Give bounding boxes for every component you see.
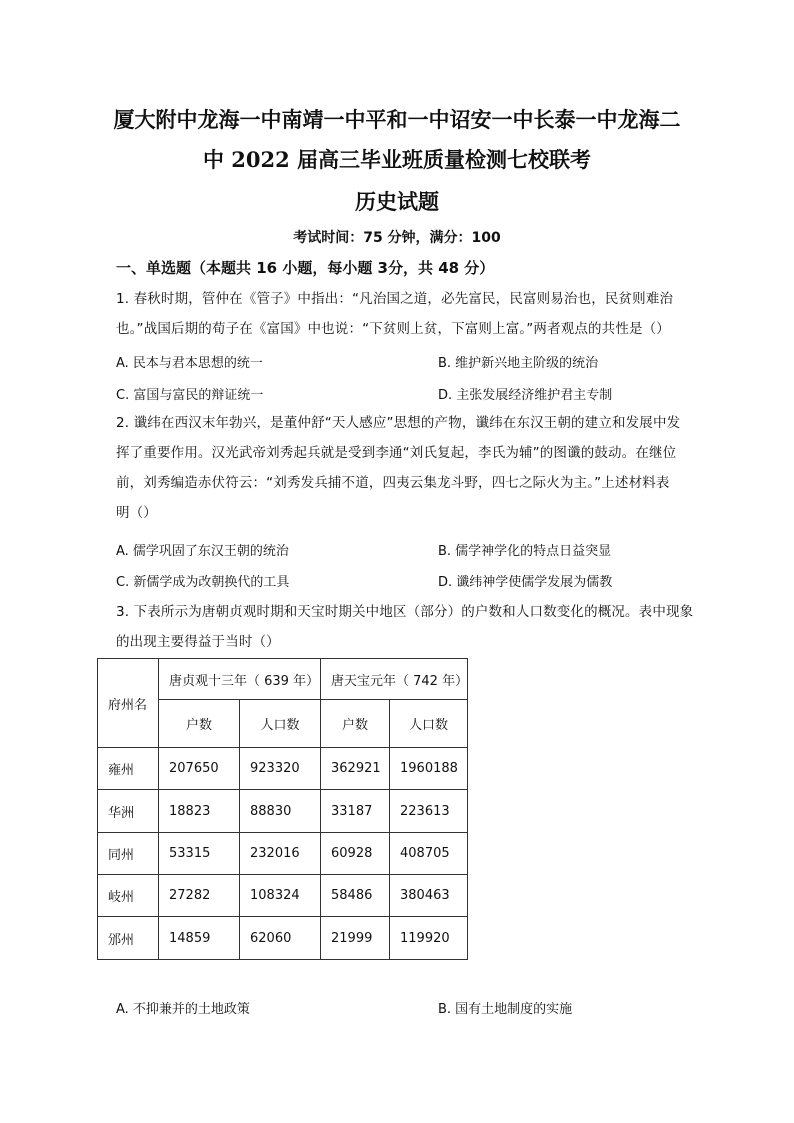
question-1-option-a: A. 民本与君本思想的统一 <box>116 356 263 371</box>
table-cell: 88830 <box>240 790 321 833</box>
question-2-line-4: 明（） <box>116 505 157 521</box>
question-3-option-a: A. 不抑兼并的土地政策 <box>116 1002 250 1017</box>
table-cell-prefecture: 邠州 <box>98 917 159 960</box>
table-cell: 1960188 <box>390 748 468 790</box>
table-cell: 62060 <box>240 917 321 960</box>
question-1-line-2: 也。”战国后期的荀子在《富国》中也说：“下贫则上贫，下富则上富。”两者观点的共性是（） <box>116 321 670 337</box>
question-2-option-d: D. 谶纬神学使儒学发展为儒教 <box>438 575 613 590</box>
table-subheader-population: 人口数 <box>240 700 321 748</box>
question-2-option-b: B. 儒学神学化的特点日益突显 <box>438 544 612 559</box>
table-cell: 53315 <box>159 833 240 875</box>
question-2 <box>116 408 706 528</box>
table-subheader-households: 户数 <box>321 700 390 748</box>
question-3-line-1: 3. 下表所示为唐朝贞观时期和天宝时期关中地区（部分）的户数和人口数变化的概况。表中现象 <box>116 604 694 620</box>
table-row <box>98 875 468 917</box>
table-cell-prefecture: 同州 <box>98 833 159 875</box>
population-table <box>97 658 468 960</box>
table-subheader-households: 户数 <box>159 700 240 748</box>
table-cell: 58486 <box>321 875 390 917</box>
question-2-line-2: 挥了重要作用。汉光武帝刘秀起兵就是受到李通“刘氏复起，李氏为辅”的图谶的鼓动。在继位 <box>116 445 677 461</box>
table-cell-prefecture: 岐州 <box>98 875 159 917</box>
table-cell-prefecture: 雍州 <box>98 748 159 790</box>
table-row <box>98 917 468 960</box>
table-cell: 923320 <box>240 748 321 790</box>
table-cell: 380463 <box>390 875 468 917</box>
section-heading: 一、单选题（本题共 16 小题，每小题 3分，共 48 分） <box>116 259 495 277</box>
table-cell: 60928 <box>321 833 390 875</box>
table-cell: 362921 <box>321 748 390 790</box>
table-cell: 223613 <box>390 790 468 833</box>
table-cell-prefecture: 华洲 <box>98 790 159 833</box>
table-cell: 14859 <box>159 917 240 960</box>
subject-title: 历史试题 <box>355 189 439 214</box>
table-cell: 21999 <box>321 917 390 960</box>
table-cell: 27282 <box>159 875 240 917</box>
question-2-option-a: A. 儒学巩固了东汉王朝的统治 <box>116 544 289 559</box>
exam-title-line-1: 厦大附中龙海一中南靖一中平和一中诏安一中长泰一中龙海二 <box>113 107 681 132</box>
question-1-option-b: B. 维护新兴地主阶级的统治 <box>438 356 599 371</box>
table-cell: 33187 <box>321 790 390 833</box>
table-cell: 207650 <box>159 748 240 790</box>
table-row <box>98 833 468 875</box>
table-cell: 108324 <box>240 875 321 917</box>
question-1-option-c: C. 富国与富民的辩证统一 <box>116 388 264 403</box>
question-3 <box>116 597 706 657</box>
table-row <box>98 748 468 790</box>
table-cell: 232016 <box>240 833 321 875</box>
table-cell: 18823 <box>159 790 240 833</box>
question-1 <box>116 284 706 344</box>
table-row <box>98 790 468 833</box>
table-period-1-header: 唐贞观十三年（ 639 年） <box>159 659 321 700</box>
table-corner-cell: 府州名 <box>98 659 159 748</box>
question-2-line-1: 2. 谶纬在西汉末年勃兴，是董仲舒“天人感应”思想的产物，谶纬在东汉王朝的建立和发展中发 <box>116 415 681 431</box>
question-1-option-d: D. 主张发展经济维护君主专制 <box>438 388 613 403</box>
table-subheader-population: 人口数 <box>390 700 468 748</box>
table-period-2-header: 唐天宝元年（ 742 年） <box>321 659 468 700</box>
question-3-option-b: B. 国有土地制度的实施 <box>438 1002 573 1017</box>
table-cell: 119920 <box>390 917 468 960</box>
table-header-row <box>98 659 468 700</box>
question-1-line-1: 1. 春秋时期，管仲在《管子》中指出：“凡治国之道，必先富民，民富则易治也，民贫则难治 <box>116 291 674 307</box>
question-2-option-c: C. 新儒学成为改朝换代的工具 <box>116 575 290 590</box>
question-2-line-3: 前，刘秀编造赤伏符云：“刘秀发兵捕不道，四夷云集龙斗野，四七之际火为主。”上述材料表 <box>116 475 670 491</box>
table-cell: 408705 <box>390 833 468 875</box>
exam-title-line-2: 中 2022 届高三毕业班质量检测七校联考 <box>202 147 592 172</box>
exam-time-info: 考试时间：75 分钟，满分：100 <box>293 230 501 246</box>
question-3-line-2: 的出现主要得益于当时（） <box>116 634 280 650</box>
